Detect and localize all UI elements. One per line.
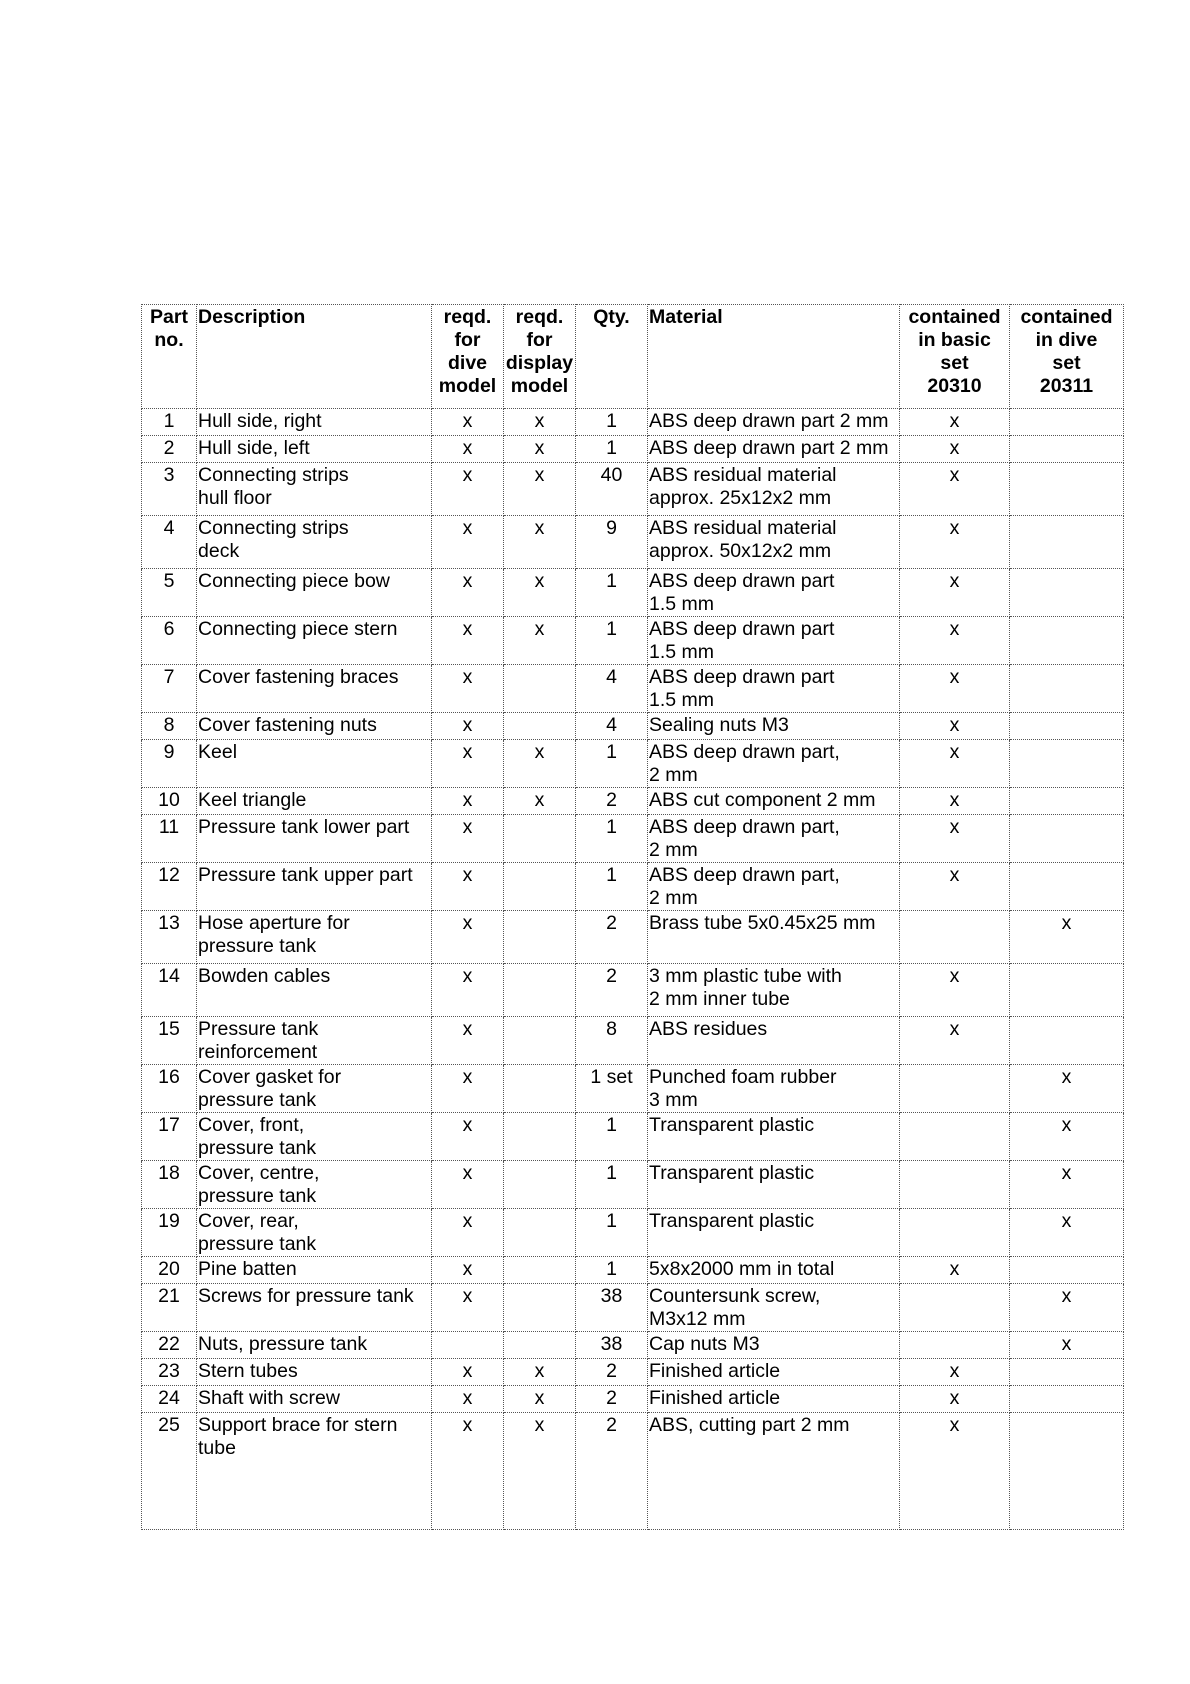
table-row: [142, 1332, 1124, 1359]
basic-set-cell: x: [900, 569, 1010, 617]
basic-set-cell: [900, 1113, 1010, 1161]
basic-set-cell: x: [900, 409, 1010, 436]
dive-set-cell: [1010, 409, 1124, 436]
part-no-cell: 19: [142, 1209, 197, 1257]
basic-set-cell: x: [900, 788, 1010, 815]
dive-set-cell: [1010, 964, 1124, 1017]
material-cell: Finished article: [648, 1359, 900, 1386]
reqd-display-cell: [504, 863, 576, 911]
table-row: [142, 1017, 1124, 1065]
qty-cell: 2: [576, 1359, 648, 1386]
basic-set-cell: x: [900, 463, 1010, 516]
table-row: [142, 1359, 1124, 1386]
reqd-display-cell: x: [504, 463, 576, 516]
reqd-dive-cell: x: [432, 1017, 504, 1065]
material-cell: Transparent plastic: [648, 1113, 900, 1161]
basic-set-cell: [900, 1209, 1010, 1257]
basic-set-cell: [900, 1284, 1010, 1332]
dive-set-cell: [1010, 815, 1124, 863]
reqd-display-cell: x: [504, 436, 576, 463]
material-cell: ABS cut component 2 mm: [648, 788, 900, 815]
dive-set-cell: [1010, 1413, 1124, 1530]
reqd-display-cell: [504, 815, 576, 863]
header-row: [142, 305, 1124, 409]
material-cell: ABS deep drawn part 1.5 mm: [648, 569, 900, 617]
basic-set-cell: x: [900, 863, 1010, 911]
qty-cell: 2: [576, 911, 648, 964]
dive-set-cell: x: [1010, 1332, 1124, 1359]
reqd-dive-cell: x: [432, 1284, 504, 1332]
description-cell: Connecting piece stern: [197, 617, 432, 665]
description-cell: Cover gasket for pressure tank: [197, 1065, 432, 1113]
reqd-dive-cell: x: [432, 665, 504, 713]
table-row: [142, 964, 1124, 1017]
qty-cell: 9: [576, 516, 648, 569]
material-cell: ABS deep drawn part 1.5 mm: [648, 665, 900, 713]
material-cell: 3 mm plastic tube with 2 mm inner tube: [648, 964, 900, 1017]
part-no-cell: 3: [142, 463, 197, 516]
description-cell: Support brace for stern tube: [197, 1413, 432, 1530]
part-no-cell: 12: [142, 863, 197, 911]
reqd-dive-cell: x: [432, 815, 504, 863]
qty-cell: 1: [576, 1161, 648, 1209]
reqd-dive-cell: [432, 1332, 504, 1359]
part-no-cell: 14: [142, 964, 197, 1017]
table-row: [142, 740, 1124, 788]
reqd-display-cell: [504, 713, 576, 740]
dive-set-cell: [1010, 863, 1124, 911]
description-cell: Cover, centre, pressure tank: [197, 1161, 432, 1209]
basic-set-cell: x: [900, 516, 1010, 569]
table-row: [142, 1413, 1124, 1530]
description-cell: Connecting piece bow: [197, 569, 432, 617]
header-dive-set: contained in dive set 20311: [1010, 305, 1124, 409]
qty-cell: 4: [576, 713, 648, 740]
table-row: [142, 409, 1124, 436]
table-row: [142, 436, 1124, 463]
qty-cell: 1: [576, 617, 648, 665]
reqd-display-cell: [504, 1332, 576, 1359]
parts-table-body: [142, 409, 1124, 1530]
material-cell: ABS deep drawn part 2 mm: [648, 409, 900, 436]
reqd-display-cell: x: [504, 1413, 576, 1530]
part-no-cell: 18: [142, 1161, 197, 1209]
table-row: [142, 665, 1124, 713]
qty-cell: 1: [576, 436, 648, 463]
material-cell: ABS residues: [648, 1017, 900, 1065]
reqd-dive-cell: x: [432, 463, 504, 516]
reqd-dive-cell: x: [432, 516, 504, 569]
basic-set-cell: x: [900, 665, 1010, 713]
qty-cell: 2: [576, 964, 648, 1017]
basic-set-cell: x: [900, 964, 1010, 1017]
qty-cell: 38: [576, 1284, 648, 1332]
description-cell: Screws for pressure tank: [197, 1284, 432, 1332]
description-cell: Bowden cables: [197, 964, 432, 1017]
table-row: [142, 1113, 1124, 1161]
table-row: [142, 569, 1124, 617]
basic-set-cell: x: [900, 1386, 1010, 1413]
description-cell: Hull side, left: [197, 436, 432, 463]
material-cell: Sealing nuts M3: [648, 713, 900, 740]
reqd-display-cell: x: [504, 740, 576, 788]
reqd-dive-cell: x: [432, 1065, 504, 1113]
basic-set-cell: x: [900, 713, 1010, 740]
qty-cell: 1: [576, 1113, 648, 1161]
reqd-dive-cell: x: [432, 1209, 504, 1257]
reqd-display-cell: x: [504, 617, 576, 665]
description-cell: Shaft with screw: [197, 1386, 432, 1413]
description-cell: Pressure tank lower part: [197, 815, 432, 863]
reqd-display-cell: [504, 665, 576, 713]
material-cell: Cap nuts M3: [648, 1332, 900, 1359]
dive-set-cell: [1010, 463, 1124, 516]
header-description: Description: [197, 305, 432, 409]
description-cell: Pressure tank reinforcement: [197, 1017, 432, 1065]
description-cell: Pressure tank upper part: [197, 863, 432, 911]
basic-set-cell: x: [900, 815, 1010, 863]
reqd-display-cell: [504, 1017, 576, 1065]
material-cell: ABS deep drawn part 1.5 mm: [648, 617, 900, 665]
reqd-display-cell: [504, 1065, 576, 1113]
part-no-cell: 10: [142, 788, 197, 815]
material-cell: ABS residual material approx. 25x12x2 mm: [648, 463, 900, 516]
dive-set-cell: x: [1010, 1209, 1124, 1257]
reqd-display-cell: [504, 1284, 576, 1332]
basic-set-cell: x: [900, 1359, 1010, 1386]
reqd-display-cell: x: [504, 409, 576, 436]
reqd-display-cell: [504, 1113, 576, 1161]
dive-set-cell: x: [1010, 1284, 1124, 1332]
description-cell: Pine batten: [197, 1257, 432, 1284]
basic-set-cell: [900, 1065, 1010, 1113]
basic-set-cell: x: [900, 1257, 1010, 1284]
dive-set-cell: x: [1010, 1161, 1124, 1209]
part-no-cell: 16: [142, 1065, 197, 1113]
qty-cell: 1: [576, 569, 648, 617]
description-cell: Cover fastening nuts: [197, 713, 432, 740]
qty-cell: 2: [576, 1413, 648, 1530]
part-no-cell: 4: [142, 516, 197, 569]
dive-set-cell: [1010, 788, 1124, 815]
qty-cell: 8: [576, 1017, 648, 1065]
dive-set-cell: [1010, 1017, 1124, 1065]
reqd-display-cell: x: [504, 1359, 576, 1386]
table-row: [142, 1284, 1124, 1332]
part-no-cell: 17: [142, 1113, 197, 1161]
header-reqd-dive-model: reqd. for dive model: [432, 305, 504, 409]
part-no-cell: 2: [142, 436, 197, 463]
description-cell: Hull side, right: [197, 409, 432, 436]
dive-set-cell: [1010, 1359, 1124, 1386]
header-part-no: Part no.: [142, 305, 197, 409]
dive-set-cell: [1010, 1257, 1124, 1284]
table-row: [142, 911, 1124, 964]
part-no-cell: 22: [142, 1332, 197, 1359]
qty-cell: 1: [576, 863, 648, 911]
basic-set-cell: x: [900, 617, 1010, 665]
material-cell: ABS deep drawn part, 2 mm: [648, 863, 900, 911]
basic-set-cell: x: [900, 740, 1010, 788]
description-cell: Cover, front, pressure tank: [197, 1113, 432, 1161]
qty-cell: 2: [576, 1386, 648, 1413]
table-row: [142, 1257, 1124, 1284]
reqd-dive-cell: x: [432, 409, 504, 436]
reqd-dive-cell: x: [432, 436, 504, 463]
description-cell: Keel triangle: [197, 788, 432, 815]
description-cell: Connecting strips deck: [197, 516, 432, 569]
dive-set-cell: x: [1010, 1113, 1124, 1161]
basic-set-cell: [900, 911, 1010, 964]
reqd-display-cell: x: [504, 788, 576, 815]
material-cell: Brass tube 5x0.45x25 mm: [648, 911, 900, 964]
reqd-display-cell: [504, 1161, 576, 1209]
reqd-dive-cell: x: [432, 569, 504, 617]
material-cell: 5x8x2000 mm in total: [648, 1257, 900, 1284]
dive-set-cell: x: [1010, 911, 1124, 964]
part-no-cell: 6: [142, 617, 197, 665]
dive-set-cell: [1010, 617, 1124, 665]
reqd-dive-cell: x: [432, 713, 504, 740]
reqd-display-cell: [504, 1257, 576, 1284]
table-row: [142, 1386, 1124, 1413]
dive-set-cell: [1010, 713, 1124, 740]
basic-set-cell: [900, 1332, 1010, 1359]
basic-set-cell: x: [900, 436, 1010, 463]
qty-cell: 4: [576, 665, 648, 713]
reqd-display-cell: [504, 911, 576, 964]
material-cell: ABS deep drawn part, 2 mm: [648, 815, 900, 863]
qty-cell: 40: [576, 463, 648, 516]
part-no-cell: 13: [142, 911, 197, 964]
part-no-cell: 25: [142, 1413, 197, 1530]
reqd-dive-cell: x: [432, 617, 504, 665]
dive-set-cell: [1010, 740, 1124, 788]
header-reqd-display-model: reqd. for display model: [504, 305, 576, 409]
reqd-dive-cell: x: [432, 1257, 504, 1284]
material-cell: Finished article: [648, 1386, 900, 1413]
qty-cell: 1: [576, 815, 648, 863]
table-row: [142, 863, 1124, 911]
qty-cell: 1: [576, 1209, 648, 1257]
part-no-cell: 7: [142, 665, 197, 713]
basic-set-cell: x: [900, 1413, 1010, 1530]
basic-set-cell: x: [900, 1017, 1010, 1065]
qty-cell: 38: [576, 1332, 648, 1359]
reqd-dive-cell: x: [432, 1413, 504, 1530]
reqd-display-cell: x: [504, 1386, 576, 1413]
part-no-cell: 8: [142, 713, 197, 740]
reqd-display-cell: x: [504, 516, 576, 569]
material-cell: Punched foam rubber 3 mm: [648, 1065, 900, 1113]
qty-cell: 2: [576, 788, 648, 815]
table-row: [142, 788, 1124, 815]
reqd-display-cell: x: [504, 569, 576, 617]
part-no-cell: 15: [142, 1017, 197, 1065]
reqd-dive-cell: x: [432, 964, 504, 1017]
table-row: [142, 463, 1124, 516]
reqd-dive-cell: x: [432, 740, 504, 788]
material-cell: Countersunk screw, M3x12 mm: [648, 1284, 900, 1332]
table-row: [142, 1161, 1124, 1209]
part-no-cell: 20: [142, 1257, 197, 1284]
description-cell: Stern tubes: [197, 1359, 432, 1386]
material-cell: ABS deep drawn part, 2 mm: [648, 740, 900, 788]
header-qty: Qty.: [576, 305, 648, 409]
table-row: [142, 713, 1124, 740]
reqd-dive-cell: x: [432, 788, 504, 815]
qty-cell: 1 set: [576, 1065, 648, 1113]
dive-set-cell: [1010, 516, 1124, 569]
header-material: Material: [648, 305, 900, 409]
part-no-cell: 9: [142, 740, 197, 788]
part-no-cell: 1: [142, 409, 197, 436]
reqd-dive-cell: x: [432, 1386, 504, 1413]
description-cell: Connecting strips hull floor: [197, 463, 432, 516]
part-no-cell: 11: [142, 815, 197, 863]
material-cell: Transparent plastic: [648, 1209, 900, 1257]
reqd-dive-cell: x: [432, 1161, 504, 1209]
description-cell: Nuts, pressure tank: [197, 1332, 432, 1359]
table-row: [142, 815, 1124, 863]
dive-set-cell: [1010, 436, 1124, 463]
part-no-cell: 24: [142, 1386, 197, 1413]
table-row: [142, 1065, 1124, 1113]
qty-cell: 1: [576, 740, 648, 788]
material-cell: ABS residual material approx. 50x12x2 mm: [648, 516, 900, 569]
table-row: [142, 617, 1124, 665]
part-no-cell: 21: [142, 1284, 197, 1332]
dive-set-cell: [1010, 569, 1124, 617]
description-cell: Hose aperture for pressure tank: [197, 911, 432, 964]
dive-set-cell: x: [1010, 1065, 1124, 1113]
parts-list-table: [141, 304, 1124, 1530]
description-cell: Cover, rear, pressure tank: [197, 1209, 432, 1257]
reqd-dive-cell: x: [432, 863, 504, 911]
description-cell: Cover fastening braces: [197, 665, 432, 713]
description-cell: Keel: [197, 740, 432, 788]
part-no-cell: 5: [142, 569, 197, 617]
basic-set-cell: [900, 1161, 1010, 1209]
reqd-display-cell: [504, 964, 576, 1017]
dive-set-cell: [1010, 665, 1124, 713]
qty-cell: 1: [576, 409, 648, 436]
reqd-dive-cell: x: [432, 911, 504, 964]
reqd-display-cell: [504, 1209, 576, 1257]
material-cell: ABS deep drawn part 2 mm: [648, 436, 900, 463]
reqd-dive-cell: x: [432, 1113, 504, 1161]
table-row: [142, 516, 1124, 569]
part-no-cell: 23: [142, 1359, 197, 1386]
header-basic-set: contained in basic set 20310: [900, 305, 1010, 409]
table-row: [142, 1209, 1124, 1257]
dive-set-cell: [1010, 1386, 1124, 1413]
reqd-dive-cell: x: [432, 1359, 504, 1386]
material-cell: Transparent plastic: [648, 1161, 900, 1209]
qty-cell: 1: [576, 1257, 648, 1284]
material-cell: ABS, cutting part 2 mm: [648, 1413, 900, 1530]
